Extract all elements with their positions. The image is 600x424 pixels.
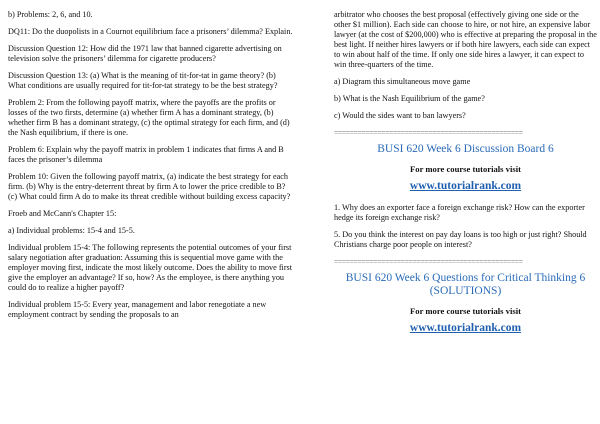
section-title: BUSI 620 Week 6 Questions for Critical Thinking 6 (SOLUTIONS) [345,272,586,297]
paragraph: Problem 6: Explain why the payoff matrix in problem 1 indicates that firms A and B faces the prisoner’s dilemma [8,145,284,164]
paragraph: c) Would the sides want to ban lawyers? [334,111,466,120]
paragraph: arbitrator who chooses the best proposal (effectively giving one side or the other $1 million). Each side can choose to hire, or not hire, an expensive labor lawyer (at the cost of $200,000) who is effective at preparing the proposal in the best light. If neither hires lawyers or if both hire lawyers, each side can expect to win about half of the time. If only one side hires a lawyer, it can expect to win three-quarters of the time. [334,10,597,69]
right-column [334,10,597,345]
left-column [8,10,293,327]
paragraph: a) Individual problems: 15-4 and 15-5. [8,226,135,235]
paragraph: Individual problem 15-4: The following represents the potential outcomes of your first salary negotiation after graduation: Assuming this is sequential move game with the employer moving first, indicate the most likely outcome. Does the ability to move first give the employer an advantage? If so, how? As the employee, is there anything you could do to realize a higher payoff? [8,243,293,292]
visit-note: For more course tutorials visit [410,306,521,316]
paragraph: Individual problem 15-5: Every year, management and labor renegotiate a new employment contract by sending the proposals to an [8,300,267,319]
separator-line: ================================================ [334,257,523,266]
paragraph: Discussion Question 12: How did the 1971 law that banned cigarette advertising on television solve the prisoners’ dilemma for cigarette producers? [8,44,282,63]
question-item: 5. Do you think the interest on pay day loans is too high or just right? Should Christians charge poor people on interest? [334,230,587,249]
section-title: BUSI 620 Week 6 Discussion Board 6 [377,143,554,155]
tutorial-link[interactable]: www.tutorialrank.com [409,322,522,334]
separator-line: ================================================ [334,128,523,137]
paragraph: Discussion Question 13: (a) What is the meaning of tit-for-tat in game theory? (b) What conditions are usually required for tit-for-tat strategy to be the best strategy? [8,71,278,90]
paragraph: a) Diagram this simultaneous move game [334,77,471,86]
visit-note: For more course tutorials visit [410,164,521,174]
paragraph: DQ11: Do the duopolists in a Cournot equilibrium face a prisoners’ dilemma? Explain. [8,27,293,36]
question-item: 1. Why does an exporter face a foreign exchange risk? How can the exporter hedge its foreign exchange risk? [334,203,585,222]
paragraph: b) Problems: 2, 6, and 10. [8,10,93,19]
tutorial-link[interactable]: www.tutorialrank.com [409,180,522,192]
paragraph: Froeb and McCann's Chapter 15: [8,209,117,218]
paragraph: b) What is the Nash Equilibrium of the game? [334,94,485,103]
paragraph: Problem 10: Given the following payoff matrix, (a) indicate the best strategy for each firm. (b) Why is the entry-deterrent threat by firm A to lower the price credible to B? (c) What could firm A do to make its threat credible without building excess capacity? [8,172,291,201]
paragraph: Problem 2: From the following payoff matrix, where the payoffs are the profits or losses of the two firsts, determine (a) whether firm A has a dominant strategy, (b) whether firm B has a dominant strategy, (c) the optimal strategy for each firm, and (d) the Nash equilibrium, if there is one. [8,98,290,137]
